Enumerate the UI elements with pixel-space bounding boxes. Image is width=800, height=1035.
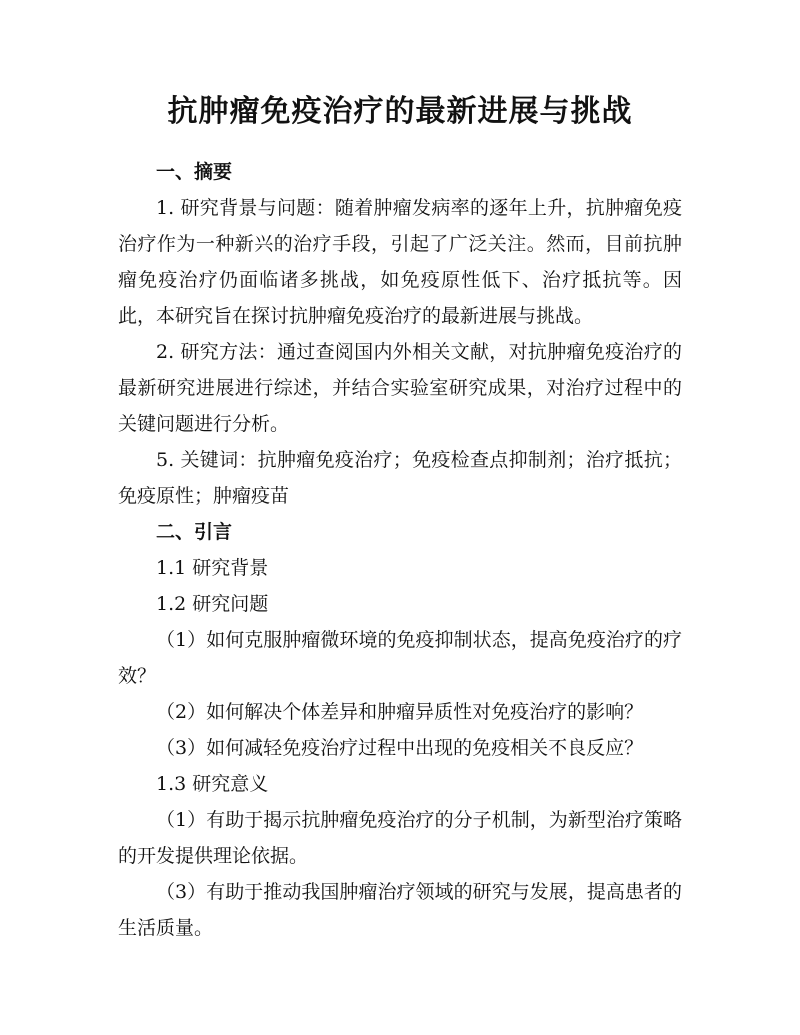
- significance-1: （1）有助于揭示抗肿瘤免疫治疗的分子机制，为新型治疗策略的开发提供理论依据。: [118, 809, 682, 867]
- abstract-item-2: 2. 研究方法：通过查阅国内外相关文献，对抗肿瘤免疫治疗的最新研究进展进行综述，并结合实验室研究成果，对治疗过程中的关键问题进行分析。: [118, 341, 682, 435]
- document-title: 抗肿瘤免疫治疗的最新进展与挑战: [167, 94, 633, 129]
- section-1-1: 1.1 研究背景: [156, 557, 269, 579]
- section-1-3: 1.3 研究意义: [156, 773, 269, 795]
- question-2: （2）如何解决个体差异和肿瘤异质性对免疫治疗的影响？: [156, 701, 644, 723]
- question-3: （3）如何减轻免疫治疗过程中出现的免疫相关不良反应？: [156, 737, 644, 759]
- abstract-item-keywords: 5. 关键词：抗肿瘤免疫治疗；免疫检查点抑制剂；治疗抵抗；免疫原性；肿瘤疫苗: [118, 449, 682, 507]
- question-1: （1）如何克服肿瘤微环境的免疫抑制状态，提高免疫治疗的疗效？: [118, 629, 682, 687]
- abstract-item-1: 1. 研究背景与问题：随着肿瘤发病率的逐年上升，抗肿瘤免疫治疗作为一种新兴的治疗手段，引起了广泛关注。然而，目前抗肿瘤免疫治疗仍面临诸多挑战，如免疫原性低下、治疗抵抗等。因此，本研究旨在探讨抗肿瘤免疫治疗的最新进展与挑战。: [118, 197, 682, 327]
- abstract-heading: 一、摘要: [156, 161, 233, 183]
- section-1-2: 1.2 研究问题: [156, 593, 269, 615]
- intro-heading: 二、引言: [156, 521, 233, 543]
- significance-3: （3）有助于推动我国肿瘤治疗领域的研究与发展，提高患者的生活质量。: [118, 881, 682, 939]
